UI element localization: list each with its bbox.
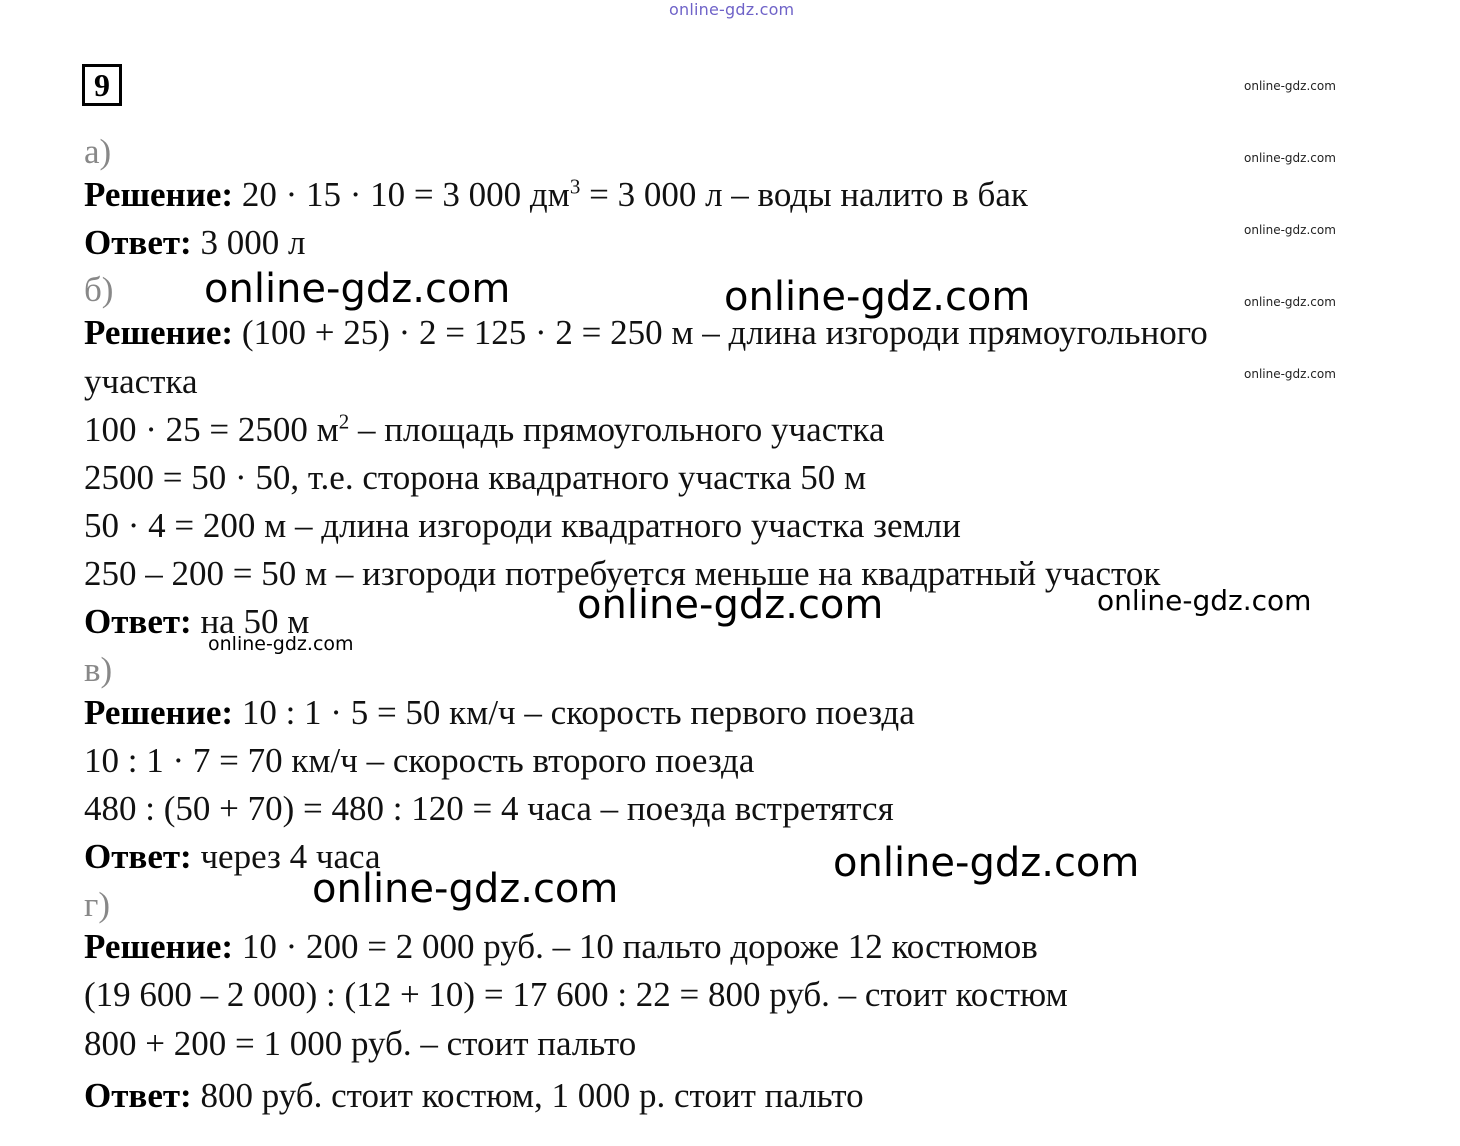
part-b-step-2-text-end: – площадь прямоугольного участка xyxy=(349,410,885,449)
part-g-answer-text: 800 руб. стоит костюм, 1 000 р. стоит пальто xyxy=(191,1076,864,1115)
watermark-large: online-gdz.com xyxy=(577,582,884,628)
part-b-solution-text: (100 + 25) · 2 = 125 · 2 = 250 м – длина изгороди прямоугольного xyxy=(233,313,1208,352)
part-b-step-5: 250 – 200 = 50 м – изгороди потребуется меньше на квадратный участок xyxy=(84,554,1161,593)
answer-label: Ответ: xyxy=(84,602,192,641)
watermark-large: online-gdz.com xyxy=(833,840,1140,886)
part-a-label: а) xyxy=(84,132,112,171)
part-a-answer-text: 3 000 л xyxy=(191,223,306,262)
watermark-small: online-gdz.com xyxy=(1244,151,1336,165)
part-g-solution-text: 10 · 200 = 2 000 руб. – 10 пальто дороже 12 костюмов xyxy=(233,927,1038,966)
part-b-step-2-text: 100 · 25 = 2500 м xyxy=(84,410,339,449)
watermark-tiny: online-gdz.com xyxy=(208,633,354,655)
part-a-answer xyxy=(84,221,305,265)
watermark-large: online-gdz.com xyxy=(312,866,619,912)
watermark-top: online-gdz.com xyxy=(669,0,795,19)
part-b-solution-cont: участка xyxy=(84,362,198,401)
watermark-small: online-gdz.com xyxy=(1244,223,1336,237)
watermark-medium: online-gdz.com xyxy=(1097,584,1312,617)
part-a-solution-text: 20 · 15 · 10 = 3 000 дм xyxy=(233,175,570,214)
part-v-answer-text: через 4 часа xyxy=(191,837,381,876)
part-v-step-2: 10 : 1 · 7 = 70 км/ч – скорость второго поезда xyxy=(84,741,755,780)
solution-label: Решение: xyxy=(84,313,234,352)
solution-label: Решение: xyxy=(84,175,234,214)
part-v-solution xyxy=(84,691,915,735)
solution-label: Решение: xyxy=(84,693,234,732)
part-b-answer-text: на 50 м xyxy=(191,602,310,641)
part-b-solution xyxy=(84,311,1208,355)
watermark-small: online-gdz.com xyxy=(1244,79,1336,93)
answer-label: Ответ: xyxy=(84,837,192,876)
solution-label: Решение: xyxy=(84,927,234,966)
watermark-large: online-gdz.com xyxy=(204,266,511,312)
part-a-solution xyxy=(84,173,1028,217)
watermark-large: online-gdz.com xyxy=(724,274,1031,320)
answer-label: Ответ: xyxy=(84,223,192,262)
part-g-solution xyxy=(84,925,1038,969)
part-g-step-3: 800 + 200 = 1 000 руб. – стоит пальто xyxy=(84,1024,637,1063)
part-g-label: г) xyxy=(84,885,111,924)
part-b-step-3: 2500 = 50 · 50, т.е. сторона квадратного участка 50 м xyxy=(84,458,867,497)
watermark-small: online-gdz.com xyxy=(1244,367,1336,381)
part-v-solution-text: 10 : 1 · 5 = 50 км/ч – скорость первого поезда xyxy=(233,693,915,732)
part-b-label: б) xyxy=(84,270,114,309)
part-g-step-2: (19 600 – 2 000) : (12 + 10) = 17 600 : 22 = 800 руб. – стоит костюм xyxy=(84,975,1068,1014)
part-v-label: в) xyxy=(84,650,113,689)
part-b-step-4: 50 · 4 = 200 м – длина изгороди квадратного участка земли xyxy=(84,506,961,545)
superscript: 3 xyxy=(569,174,581,199)
part-v-step-3: 480 : (50 + 70) = 480 : 120 = 4 часа – поезда встретятся xyxy=(84,789,894,828)
part-b-step-2 xyxy=(84,408,885,452)
superscript: 2 xyxy=(338,409,350,434)
task-number: 9 xyxy=(82,64,122,106)
part-g-answer xyxy=(84,1074,864,1118)
watermark-small: online-gdz.com xyxy=(1244,295,1336,309)
answer-label: Ответ: xyxy=(84,1076,192,1115)
part-a-solution-text-end: = 3 000 л – воды налито в бак xyxy=(580,175,1028,214)
